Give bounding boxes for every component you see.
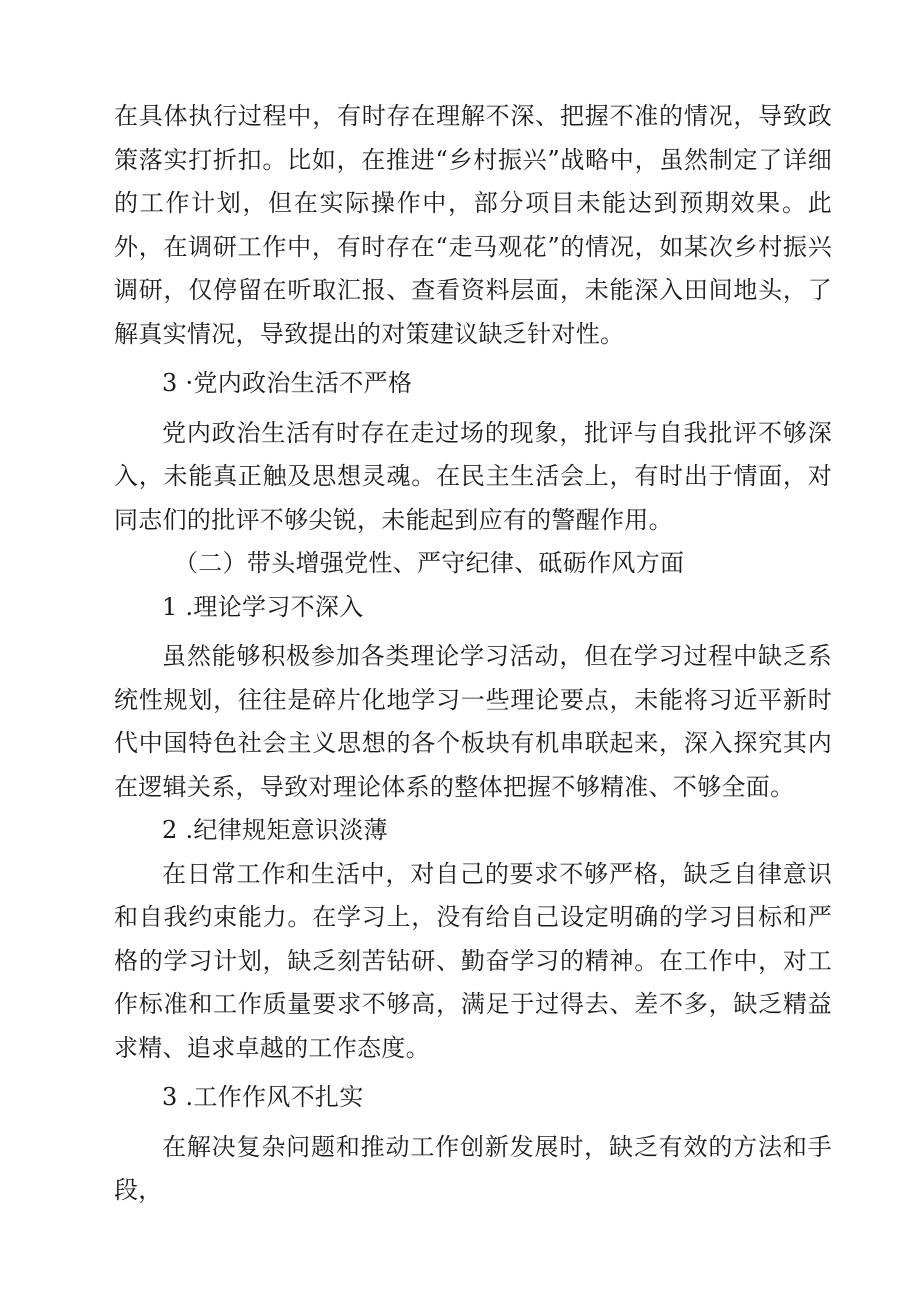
heading-theory-study: 1 .理论学习不深入 (162, 592, 364, 621)
body-paragraph-work-style: 在解决复杂问题和推动工作创新发展时，缺乏有效的方法和手段， (114, 1132, 832, 1204)
heading-discipline-awareness: 2 .纪律规矩意识淡薄 (162, 816, 388, 844)
body-paragraph-discipline-awareness: 在日常工作和生活中，对自己的要求不够严格，缺乏自律意识和自我约束能力。在学习上，没有给自己设定明确的学习目标和严格的学习计划，缺乏刻苦钻研、勤奋学习的精神。在工作中，对工作标准和工作质量要求不够高，满足于过得去、差不多，缺乏精益求精、追求卓越的工作态度。 (114, 859, 832, 1062)
section-heading-discipline: （二）带头增强党性、严守纪律、砥砺作风方面 (174, 549, 685, 577)
heading-work-style: 3 .工作作风不扎实 (162, 1083, 364, 1111)
heading-party-life: 3 ·党内政治生活不严格 (162, 369, 413, 397)
body-paragraph-theory-study: 虽然能够积极参加各类理论学习活动，但在学习过程中缺乏系统性规划，往往是碎片化地学习一些理论要点，未能将习近平新时代中国特色社会主义思想的各个板块有机串联起来，深入探究其内在逻辑关系，导致对理论体系的整体把握不够精准、不够全面。 (114, 642, 832, 801)
body-paragraph-policy-implementation: 在具体执行过程中，有时存在理解不深、把握不准的情况，导致政策落实打折扣。比如，在推进“乡村振兴”战略中，虽然制定了详细的工作计划，但在实际操作中，部分项目未能达到预期效果。此外，在调研工作中，有时存在“走马观花”的情况，如某次乡村振兴调研，仅停留在听取汇报、查看资料层面，未能深入田间地头，了解真实情况，导致提出的对策建议缺乏针对性。 (114, 102, 832, 348)
body-paragraph-party-life: 党内政治生活有时存在走过场的现象，批评与自我批评不够深入，未能真正触及思想灵魂。在民主生活会上，有时出于情面，对同志们的批评不够尖锐，未能起到应有的警醒作用。 (114, 418, 832, 534)
